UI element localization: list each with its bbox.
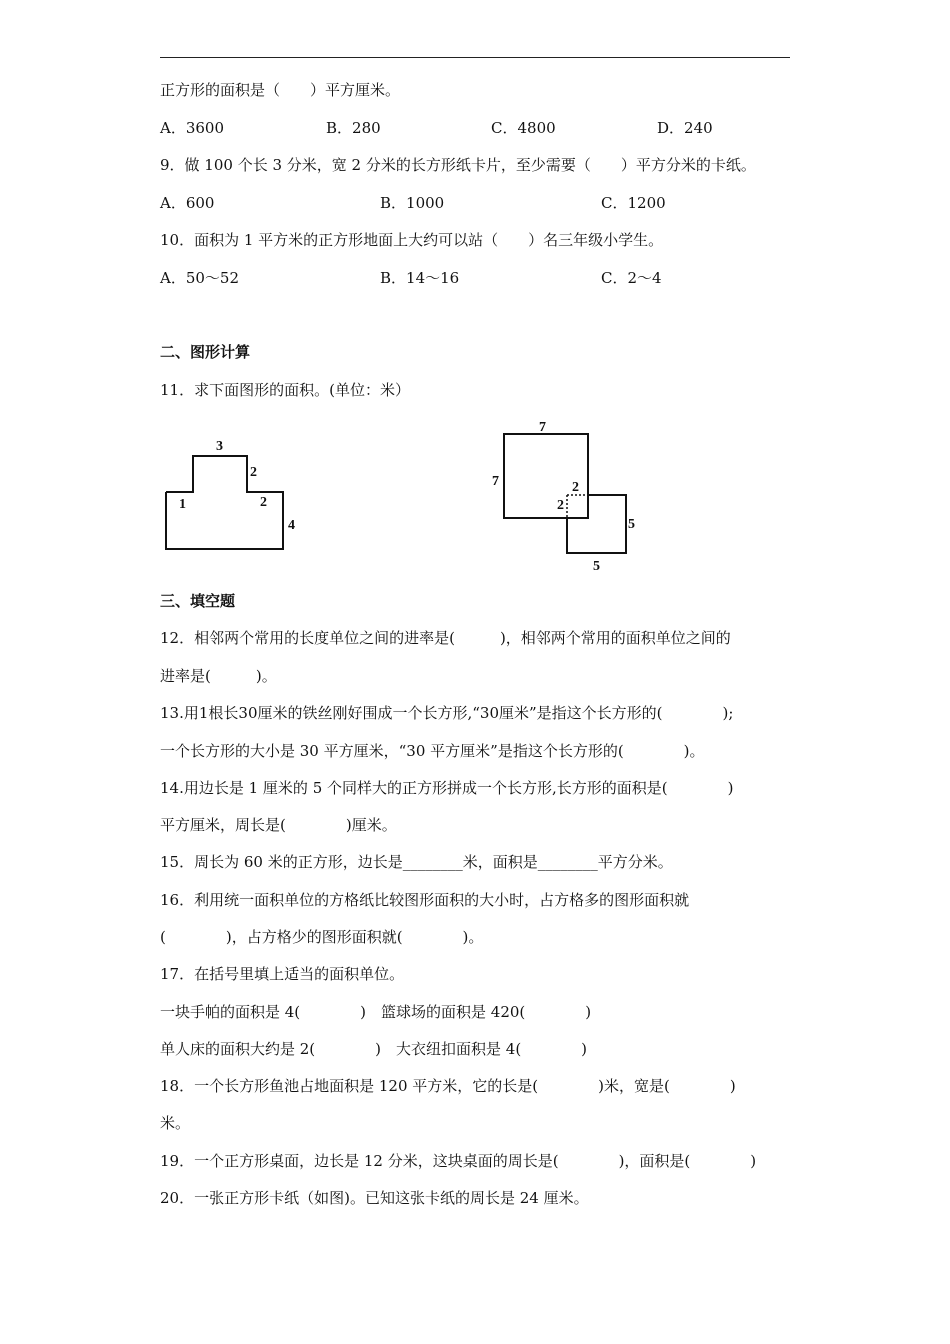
label-overlap-top: 2 <box>572 480 579 495</box>
label-right: 2 <box>260 495 267 510</box>
question-16-line-2: ( )，占方格少的图形面积就( )。 <box>160 928 484 946</box>
question-17-row-2: 单人床的面积大约是 2( ) 大衣纽扣面积是 4( ) <box>160 1040 588 1058</box>
q8-option-a: A．3600 <box>160 119 225 137</box>
question-12-line-1: 12．相邻两个常用的长度单位之间的进率是( )，相邻两个常用的面积单位之间的 <box>160 629 731 647</box>
question-11: 11．求下面图形的面积。(单位：米） <box>160 381 410 399</box>
question-17: 17．在括号里填上适当的面积单位。 <box>160 965 405 983</box>
q8-option-d: D．240 <box>657 119 713 137</box>
question-15: 15．周长为 60 米的正方形，边长是________米，面积是________平方分米。 <box>160 853 673 871</box>
q9-option-b: B．1000 <box>380 194 445 212</box>
header-rule <box>160 57 790 58</box>
q9-option-a: A．600 <box>160 194 215 212</box>
question-18-line-1: 18．一个长方形鱼池占地面积是 120 平方米，它的长是( )米，宽是( ) <box>160 1077 736 1095</box>
question-14-line-2: 平方厘米，周长是( )厘米。 <box>160 816 397 834</box>
figure-stepped-shape <box>150 430 310 560</box>
question-8-tail: 正方形的面积是（ ）平方厘米。 <box>160 81 401 99</box>
label-top: 7 <box>539 420 546 435</box>
q10-option-c: C．2～4 <box>601 269 662 287</box>
label-height: 4 <box>288 518 295 533</box>
question-13-line-2: 一个长方形的大小是 30 平方厘米，“30 平方厘米”是指这个长方形的( )。 <box>160 742 705 760</box>
q8-option-c: C．4800 <box>491 119 556 137</box>
question-14-line-1: 14.用边长是 1 厘米的 5 个同样大的正方形拼成一个长方形,长方形的面积是( ) <box>160 779 734 797</box>
label-overlap-left: 2 <box>557 498 564 513</box>
q10-option-a: A．50～52 <box>160 269 240 287</box>
question-16-line-1: 16．利用统一面积单位的方格纸比较图形面积的大小时，占方格多的图形面积就 <box>160 891 690 909</box>
question-20: 20．一张正方形卡纸（如图)。已知这张卡纸的周长是 24 厘米。 <box>160 1189 589 1207</box>
figure-overlapping-squares <box>485 415 645 575</box>
q9-option-c: C．1200 <box>601 194 666 212</box>
question-12-line-2: 进率是( )。 <box>160 667 277 685</box>
label-top: 3 <box>216 439 223 454</box>
label-right: 5 <box>628 517 635 532</box>
label-left: 1 <box>179 497 186 512</box>
question-9: 9．做 100 个长 3 分米，宽 2 分米的长方形纸卡片，至少需要（ ）平方分米的卡纸。 <box>160 156 756 174</box>
label-bottom: 5 <box>593 559 600 574</box>
question-17-row-1: 一块手帕的面积是 4( ) 篮球场的面积是 420( ) <box>160 1003 592 1021</box>
q8-option-b: B．280 <box>326 119 381 137</box>
question-13-line-1: 13.用1根长30厘米的铁丝刚好围成一个长方形,“30厘米”是指这个长方形的( ); <box>160 704 734 722</box>
question-18-line-2: 米。 <box>160 1114 191 1132</box>
section-heading-2: 二、图形计算 <box>160 343 251 361</box>
label-step: 2 <box>250 465 257 480</box>
section-heading-3: 三、填空题 <box>160 592 236 610</box>
question-10: 10．面积为 1 平方米的正方形地面上大约可以站（ ）名三年级小学生。 <box>160 231 664 249</box>
q10-option-b: B．14～16 <box>380 269 460 287</box>
question-19: 19．一个正方形桌面，边长是 12 分米，这块桌面的周长是( )，面积是( ) <box>160 1152 757 1170</box>
label-left: 7 <box>492 474 499 489</box>
